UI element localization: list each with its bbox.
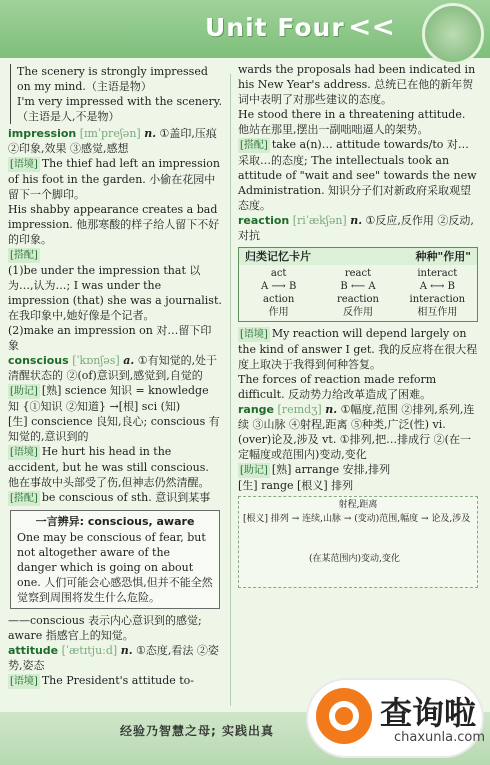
entry-conscious: [8, 353, 222, 383]
continued-example-2: He stood there in a threatening attitude. 他站在那里,摆出一副咄咄逼人的架势。: [238, 108, 466, 136]
headword: conscious: [8, 354, 69, 367]
card-cn: 作用: [268, 307, 289, 318]
memory-card-title: 归类记忆卡片: [245, 250, 311, 263]
card-noun: reaction: [337, 294, 379, 305]
phonetic: [ˈætɪtjuːd]: [61, 644, 118, 657]
headword: impression: [8, 127, 77, 140]
example-1: [238, 326, 478, 372]
card-arrows: B ⟵ A: [340, 281, 376, 292]
column-divider: [230, 74, 231, 706]
example-1: [8, 673, 222, 689]
part-of-speech: n.: [144, 127, 157, 140]
globe-logo-icon: [422, 3, 484, 65]
collocation-text: be conscious of sth. 意识到某事: [41, 491, 211, 504]
collocation-1: [8, 490, 222, 506]
right-column: [238, 62, 478, 591]
memory-card: [238, 247, 478, 322]
entry-impression: [8, 126, 222, 156]
example-1: [8, 444, 222, 490]
compare-sentence-1: The scenery is strongly impressed on my mind.（主语是物）: [17, 65, 208, 93]
definition: ①态度,看法 ②姿势,姿态: [8, 644, 219, 672]
part-of-speech: a.: [123, 354, 135, 367]
part-of-speech: n.: [120, 644, 133, 657]
collocation-tag-row: [8, 247, 222, 263]
diagram-top-label: 射程,距离: [338, 500, 378, 510]
tag-collocation: [搭配]: [10, 493, 38, 504]
card-noun: action: [263, 294, 295, 305]
example-text: My reaction will depend largely on the kind of answer I get. 我的反应将在很大程度上取决于我得到何种答复。: [238, 327, 478, 371]
phonetic: [riˈækʃən]: [292, 214, 347, 227]
memo-text: [熟] science 知识 = knowledge 知 {①知识 ②知道} →[根] sci (知): [8, 384, 209, 413]
part-of-speech: n.: [325, 403, 338, 416]
distinction-box: [10, 510, 220, 609]
distinction-title: 一言辨异: conscious, aware: [35, 515, 195, 528]
memo-text: [熟] arrange 安排,排列: [271, 463, 391, 476]
part-of-speech: n.: [350, 214, 363, 227]
headword: attitude: [8, 644, 59, 657]
tag-context: [语境]: [240, 329, 268, 340]
distinction-note: ——conscious 表示内心意识到的感觉; aware 指感官上的知觉。: [8, 614, 202, 642]
card-cn: 反作用: [342, 307, 373, 318]
headword: range: [238, 403, 275, 416]
watermark-name: 查询啦: [380, 694, 477, 732]
tag-collocation: [搭配]: [240, 140, 268, 151]
tag-memo: [助记]: [240, 465, 268, 476]
entry-reaction: [238, 213, 478, 243]
card-cn: 相互作用: [417, 307, 458, 318]
diagram-bottom-label: (在某范围内)变动,变化: [309, 554, 400, 564]
card-verb: react: [344, 268, 372, 279]
range-diagram: [238, 496, 478, 588]
collocation-2: (2)make an impression on 对…留下印象: [8, 324, 212, 352]
tag-context: [语境]: [10, 159, 38, 170]
headword: reaction: [238, 214, 290, 227]
entry-attitude: [8, 643, 222, 673]
example-2: His shabby appearance creates a bad impression. 他那寒酸的样子给人留下不好的印象。: [8, 203, 220, 246]
memory-card-header: [239, 248, 477, 265]
memo-2: [生] conscience 良知,良心; conscious 有知觉的,意识到的: [8, 415, 220, 443]
compare-block: [10, 64, 222, 124]
card-arrows: A ⟶ B: [261, 281, 297, 292]
tag-context: [语境]: [10, 447, 38, 458]
compare-sentence-2: I'm very impressed with the scenery.（主语是人,不是物）: [17, 95, 222, 123]
example-2: The forces of reaction made reform difficult. 反动势力给改革造成了困难。: [238, 373, 437, 401]
definition: ①幅度,范围 ②排列,系列,连续 ③山脉 ④射程,距离 ⑤种类,广泛(性) vi. (over)论及,涉及 vt. ①排列,把…排成行 ②(在一定幅度或范围内)变动,变化: [238, 403, 475, 461]
watermark-url: chaxunla.com: [394, 730, 485, 745]
footer-motto: 经验乃智慧之母; 实践出真: [120, 724, 274, 738]
entry-range: [238, 402, 478, 462]
definition: ①反应,反作用 ②反动,对抗: [238, 214, 474, 242]
tag-collocation: [搭配]: [10, 250, 38, 261]
collocation-text: take a(n)… attitude towards/to 对…采取…的态度; The intellectuals took an attitude of "wait and see" towards the new Administration. 知识分子们对新政府采取观望态度。: [238, 138, 477, 212]
card-noun: interaction: [409, 294, 466, 305]
page-header: [0, 0, 490, 58]
collocation-1: (1)be under the impression that 以为…,认为…; I was under the impression (that) she was a journalist. 在我印象中,她好像是个记者。: [8, 264, 222, 322]
tag-context: [语境]: [10, 676, 38, 687]
tag-memo: [助记]: [10, 386, 38, 397]
continued-example-1: wards the proposals had been indicated in his New Year's address. 总统已在他的新年贺词中表明了对那些建议的态度。: [238, 63, 476, 106]
card-verb: interact: [417, 268, 458, 279]
example-text: He hurt his head in the accident, but he was still conscious. 他在事故中头部受了伤,但神志仍然清醒。: [8, 445, 210, 489]
card-verb: act: [270, 268, 287, 279]
memory-card-subtitle: 种种"作用": [415, 250, 471, 263]
watermark-badge: [308, 680, 485, 756]
collocation-1: [238, 137, 478, 213]
definition: ①盖印,压痕 ②印象,效果 ③感觉,感想: [8, 127, 217, 155]
left-column: [8, 62, 222, 689]
card-arrows: A ⟷ B: [419, 281, 455, 292]
memo-2: [生] range [根义] 排列: [238, 479, 354, 492]
search-logo-icon: [316, 688, 372, 744]
diagram-mid-label: [根义] 排列 → 连续,山脉 → (变动)范围,幅度 → 论及,涉及: [243, 514, 471, 524]
example-text: The thief had left an impression of his foot in the garden. 小偷在花园中留下一个脚印。: [8, 157, 220, 201]
memory-card-grid: [239, 265, 477, 321]
distinction-text: One may be conscious of fear, but not altogether aware of the danger which is going on about one. 人们可能会心感恐惧,但并不能全然觉察到周围将发生什么危险。: [17, 531, 213, 604]
memo-1: [238, 462, 478, 478]
double-chevron-left-icon: <<: [348, 10, 395, 43]
phonetic: [reɪndʒ]: [277, 403, 322, 416]
phonetic: [ɪmˈpreʃən]: [79, 127, 141, 140]
unit-title: Unit Four: [205, 13, 345, 42]
definition: ①有知觉的,处于清醒状态的 ②(of)意识到,感觉到,自觉的: [8, 354, 218, 382]
memo-1: [8, 383, 222, 414]
example-1: [8, 156, 222, 202]
phonetic: [ˈkɒnʃəs]: [72, 354, 120, 367]
example-text: The President's attitude to-: [41, 674, 195, 687]
